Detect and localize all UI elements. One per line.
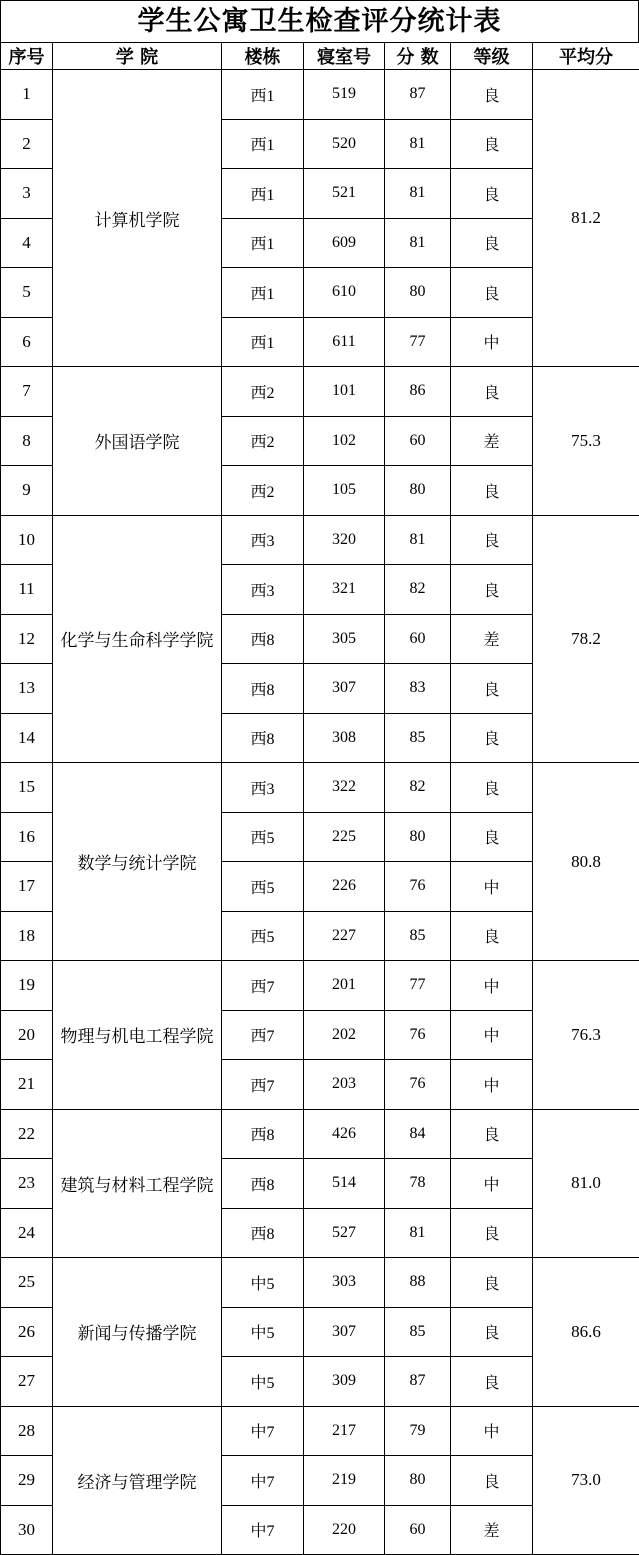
college-name: 物理与机电工程学院 bbox=[60, 1027, 214, 1047]
cell-grade: 差 bbox=[451, 416, 533, 466]
cell-score: 78 bbox=[385, 1159, 451, 1209]
cell-seq: 12 bbox=[1, 614, 53, 664]
cell-room: 307 bbox=[304, 664, 385, 714]
score-table bbox=[0, 42, 639, 1555]
cell-grade: 中 bbox=[451, 1406, 533, 1456]
table-row bbox=[1, 515, 639, 565]
cell-grade: 良 bbox=[451, 911, 533, 961]
cell-building: 中5 bbox=[222, 1357, 304, 1407]
cell-seq: 30 bbox=[1, 1505, 53, 1555]
table-row bbox=[1, 1406, 639, 1456]
cell-score: 82 bbox=[385, 565, 451, 615]
cell-score: 76 bbox=[385, 1060, 451, 1110]
cell-seq: 8 bbox=[1, 416, 53, 466]
cell-score: 81 bbox=[385, 218, 451, 268]
cell-grade: 良 bbox=[451, 466, 533, 516]
cell-average: 75.3 bbox=[533, 367, 639, 516]
cell-building: 西7 bbox=[222, 1060, 304, 1110]
cell-grade: 差 bbox=[451, 614, 533, 664]
cell-building: 西8 bbox=[222, 1159, 304, 1209]
cell-seq: 10 bbox=[1, 515, 53, 565]
cell-building: 西5 bbox=[222, 911, 304, 961]
table-row bbox=[1, 367, 639, 417]
cell-seq: 22 bbox=[1, 1109, 53, 1159]
cell-building: 中7 bbox=[222, 1505, 304, 1555]
cell-grade: 良 bbox=[451, 268, 533, 318]
cell-grade: 良 bbox=[451, 70, 533, 120]
cell-grade: 良 bbox=[451, 664, 533, 714]
cell-score: 86 bbox=[385, 367, 451, 417]
table-body bbox=[1, 70, 639, 1555]
cell-score: 80 bbox=[385, 268, 451, 318]
cell-score: 85 bbox=[385, 713, 451, 763]
cell-college bbox=[53, 1406, 222, 1555]
cell-building: 西8 bbox=[222, 1109, 304, 1159]
cell-score: 81 bbox=[385, 1208, 451, 1258]
cell-score: 77 bbox=[385, 961, 451, 1011]
cell-room: 201 bbox=[304, 961, 385, 1011]
cell-score: 60 bbox=[385, 614, 451, 664]
cell-building: 西3 bbox=[222, 763, 304, 813]
table-row bbox=[1, 1258, 639, 1308]
cell-average: 78.2 bbox=[533, 515, 639, 763]
cell-room: 307 bbox=[304, 1307, 385, 1357]
cell-college bbox=[53, 763, 222, 961]
cell-score: 60 bbox=[385, 1505, 451, 1555]
cell-average: 80.8 bbox=[533, 763, 639, 961]
cell-grade: 良 bbox=[451, 1208, 533, 1258]
cell-room: 220 bbox=[304, 1505, 385, 1555]
header-college: 学 院 bbox=[53, 43, 222, 70]
cell-room: 217 bbox=[304, 1406, 385, 1456]
cell-seq: 23 bbox=[1, 1159, 53, 1209]
cell-seq: 6 bbox=[1, 317, 53, 367]
cell-room: 225 bbox=[304, 812, 385, 862]
cell-seq: 11 bbox=[1, 565, 53, 615]
cell-college bbox=[53, 515, 222, 763]
cell-building: 西7 bbox=[222, 961, 304, 1011]
cell-room: 226 bbox=[304, 862, 385, 912]
cell-grade: 中 bbox=[451, 961, 533, 1011]
cell-room: 101 bbox=[304, 367, 385, 417]
cell-seq: 20 bbox=[1, 1010, 53, 1060]
cell-score: 85 bbox=[385, 1307, 451, 1357]
cell-score: 77 bbox=[385, 317, 451, 367]
cell-score: 79 bbox=[385, 1406, 451, 1456]
cell-seq: 29 bbox=[1, 1456, 53, 1506]
table-row bbox=[1, 961, 639, 1011]
cell-seq: 17 bbox=[1, 862, 53, 912]
cell-building: 西3 bbox=[222, 565, 304, 615]
cell-score: 80 bbox=[385, 466, 451, 516]
cell-seq: 28 bbox=[1, 1406, 53, 1456]
cell-grade: 中 bbox=[451, 1060, 533, 1110]
cell-room: 609 bbox=[304, 218, 385, 268]
cell-building: 西8 bbox=[222, 1208, 304, 1258]
cell-score: 88 bbox=[385, 1258, 451, 1308]
cell-seq: 9 bbox=[1, 466, 53, 516]
table-row bbox=[1, 1109, 639, 1159]
cell-seq: 2 bbox=[1, 119, 53, 169]
sheet-title: 学生公寓卫生检查评分统计表 bbox=[0, 0, 639, 42]
cell-seq: 15 bbox=[1, 763, 53, 813]
cell-college bbox=[53, 961, 222, 1110]
cell-grade: 良 bbox=[451, 1307, 533, 1357]
cell-building: 西1 bbox=[222, 169, 304, 219]
cell-score: 81 bbox=[385, 119, 451, 169]
cell-room: 203 bbox=[304, 1060, 385, 1110]
cell-seq: 7 bbox=[1, 367, 53, 417]
cell-seq: 1 bbox=[1, 70, 53, 120]
cell-grade: 良 bbox=[451, 812, 533, 862]
cell-room: 227 bbox=[304, 911, 385, 961]
college-name: 化学与生命科学学院 bbox=[60, 631, 214, 651]
cell-score: 76 bbox=[385, 862, 451, 912]
cell-building: 中5 bbox=[222, 1258, 304, 1308]
cell-room: 520 bbox=[304, 119, 385, 169]
cell-grade: 良 bbox=[451, 218, 533, 268]
college-name: 新闻与传播学院 bbox=[77, 1324, 197, 1344]
college-name: 计算机学院 bbox=[94, 210, 180, 230]
cell-seq: 3 bbox=[1, 169, 53, 219]
cell-college bbox=[53, 1109, 222, 1258]
cell-seq: 25 bbox=[1, 1258, 53, 1308]
table-row bbox=[1, 70, 639, 120]
cell-room: 321 bbox=[304, 565, 385, 615]
cell-score: 87 bbox=[385, 70, 451, 120]
cell-college bbox=[53, 367, 222, 516]
cell-building: 西1 bbox=[222, 218, 304, 268]
cell-score: 87 bbox=[385, 1357, 451, 1407]
cell-building: 西1 bbox=[222, 317, 304, 367]
cell-average: 81.2 bbox=[533, 70, 639, 367]
cell-score: 82 bbox=[385, 763, 451, 813]
cell-score: 60 bbox=[385, 416, 451, 466]
cell-seq: 21 bbox=[1, 1060, 53, 1110]
cell-room: 514 bbox=[304, 1159, 385, 1209]
cell-room: 105 bbox=[304, 466, 385, 516]
cell-seq: 14 bbox=[1, 713, 53, 763]
header-score: 分 数 bbox=[385, 43, 451, 70]
cell-grade: 良 bbox=[451, 1109, 533, 1159]
cell-score: 80 bbox=[385, 1456, 451, 1506]
cell-room: 527 bbox=[304, 1208, 385, 1258]
cell-room: 322 bbox=[304, 763, 385, 813]
cell-grade: 中 bbox=[451, 317, 533, 367]
cell-average: 81.0 bbox=[533, 1109, 639, 1258]
college-name: 建筑与材料工程学院 bbox=[60, 1175, 214, 1195]
cell-building: 西1 bbox=[222, 268, 304, 318]
cell-building: 西2 bbox=[222, 416, 304, 466]
cell-grade: 良 bbox=[451, 367, 533, 417]
cell-building: 西3 bbox=[222, 515, 304, 565]
cell-score: 85 bbox=[385, 911, 451, 961]
header-average: 平均分 bbox=[533, 43, 639, 70]
cell-average: 73.0 bbox=[533, 1406, 639, 1555]
header-seq: 序号 bbox=[1, 43, 53, 70]
cell-room: 426 bbox=[304, 1109, 385, 1159]
cell-room: 303 bbox=[304, 1258, 385, 1308]
cell-seq: 16 bbox=[1, 812, 53, 862]
header-room: 寝室号 bbox=[304, 43, 385, 70]
cell-building: 西1 bbox=[222, 70, 304, 120]
cell-building: 西8 bbox=[222, 664, 304, 714]
college-name: 经济与管理学院 bbox=[77, 1472, 197, 1492]
cell-building: 西1 bbox=[222, 119, 304, 169]
cell-room: 102 bbox=[304, 416, 385, 466]
cell-score: 83 bbox=[385, 664, 451, 714]
cell-room: 309 bbox=[304, 1357, 385, 1407]
cell-grade: 良 bbox=[451, 1357, 533, 1407]
cell-grade: 良 bbox=[451, 1258, 533, 1308]
cell-room: 611 bbox=[304, 317, 385, 367]
header-building: 楼栋 bbox=[222, 43, 304, 70]
cell-building: 西8 bbox=[222, 713, 304, 763]
cell-building: 中7 bbox=[222, 1456, 304, 1506]
cell-building: 西2 bbox=[222, 367, 304, 417]
cell-grade: 良 bbox=[451, 119, 533, 169]
cell-seq: 19 bbox=[1, 961, 53, 1011]
header-grade: 等级 bbox=[451, 43, 533, 70]
cell-grade: 差 bbox=[451, 1505, 533, 1555]
cell-average: 86.6 bbox=[533, 1258, 639, 1407]
cell-seq: 24 bbox=[1, 1208, 53, 1258]
cell-average: 76.3 bbox=[533, 961, 639, 1110]
cell-seq: 5 bbox=[1, 268, 53, 318]
cell-score: 84 bbox=[385, 1109, 451, 1159]
cell-grade: 良 bbox=[451, 1456, 533, 1506]
cell-score: 81 bbox=[385, 515, 451, 565]
cell-grade: 中 bbox=[451, 862, 533, 912]
table-header bbox=[1, 43, 639, 70]
cell-building: 西2 bbox=[222, 466, 304, 516]
college-name: 数学与统计学院 bbox=[77, 854, 197, 873]
cell-college bbox=[53, 1258, 222, 1407]
cell-building: 西8 bbox=[222, 614, 304, 664]
cell-grade: 良 bbox=[451, 515, 533, 565]
cell-college bbox=[53, 70, 222, 367]
cell-room: 320 bbox=[304, 515, 385, 565]
cell-score: 81 bbox=[385, 169, 451, 219]
cell-score: 80 bbox=[385, 812, 451, 862]
cell-building: 西7 bbox=[222, 1010, 304, 1060]
cell-room: 202 bbox=[304, 1010, 385, 1060]
cell-building: 中7 bbox=[222, 1406, 304, 1456]
cell-grade: 良 bbox=[451, 763, 533, 813]
cell-grade: 中 bbox=[451, 1159, 533, 1209]
cell-room: 305 bbox=[304, 614, 385, 664]
cell-grade: 良 bbox=[451, 565, 533, 615]
header-row bbox=[1, 43, 639, 70]
cell-building: 西5 bbox=[222, 862, 304, 912]
cell-seq: 27 bbox=[1, 1357, 53, 1407]
cell-grade: 良 bbox=[451, 713, 533, 763]
cell-seq: 13 bbox=[1, 664, 53, 714]
cell-room: 219 bbox=[304, 1456, 385, 1506]
cell-room: 610 bbox=[304, 268, 385, 318]
cell-score: 76 bbox=[385, 1010, 451, 1060]
cell-grade: 中 bbox=[451, 1010, 533, 1060]
cell-room: 519 bbox=[304, 70, 385, 120]
cell-building: 西5 bbox=[222, 812, 304, 862]
cell-room: 521 bbox=[304, 169, 385, 219]
cell-room: 308 bbox=[304, 713, 385, 763]
cell-seq: 18 bbox=[1, 911, 53, 961]
cell-building: 中5 bbox=[222, 1307, 304, 1357]
cell-seq: 4 bbox=[1, 218, 53, 268]
college-name: 外国语学院 bbox=[94, 433, 180, 453]
table-row bbox=[1, 763, 639, 813]
cell-seq: 26 bbox=[1, 1307, 53, 1357]
cell-grade: 良 bbox=[451, 169, 533, 219]
